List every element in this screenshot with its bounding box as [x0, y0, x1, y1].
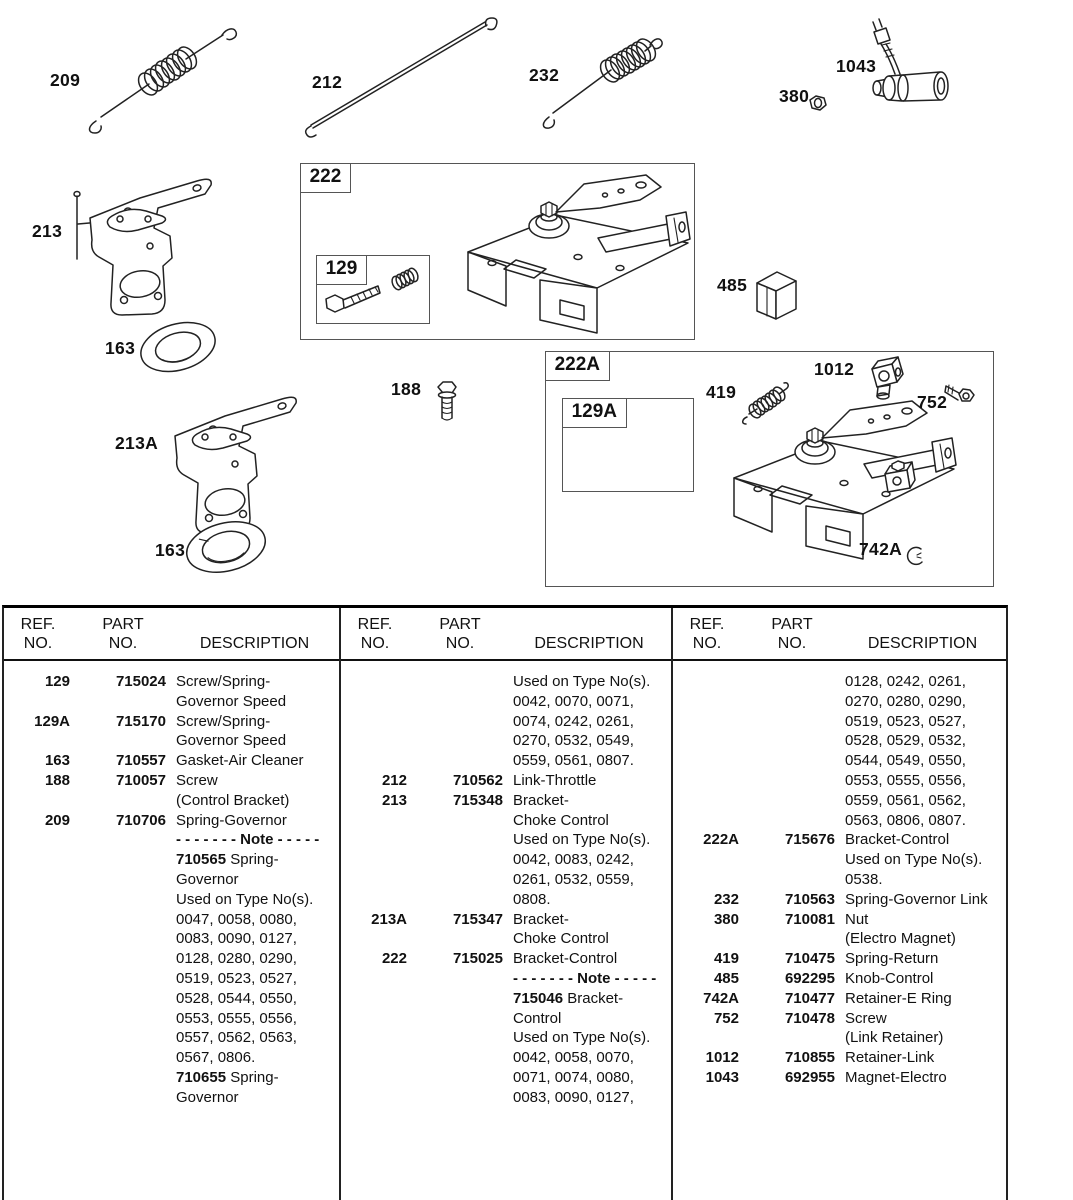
table-header — [4, 608, 339, 661]
parts-row — [675, 969, 1000, 989]
spring-209-drawing — [90, 29, 237, 133]
ref-no-header: REF. NO. — [20, 616, 56, 652]
ref-no: 752 — [713, 1009, 739, 1027]
description: Knob-Control — [845, 969, 934, 987]
group-box-129A — [562, 398, 694, 492]
part-no: 715676 — [784, 831, 835, 849]
part-no-header: PART NO. — [771, 616, 813, 652]
group-box-129-label: 129 — [316, 255, 368, 285]
knob-485-drawing — [757, 272, 796, 319]
ref-no: 1043 — [705, 1068, 739, 1086]
part-no: 715348 — [452, 791, 503, 809]
parts-row — [675, 1009, 1000, 1049]
description: Nut (Electro Magnet) — [845, 910, 956, 948]
callout-419: 419 — [706, 382, 737, 402]
part-no: 710706 — [115, 811, 166, 829]
description: Spring-Governor - - - - - - - Note - - - - - 710565 Spring- Governor Used on Type No(s). 0047, 0058, 0080, 0083, 0090, 0127, 0128, 0280, 0290, 0519, 0523, 0527, 0528, 0544, 0550, 0553, 0555, 0556, 0557, 0562, 0563, 0567, 0806. 710655 Spring- Governor — [176, 811, 320, 1106]
part-no-header: PART NO. — [102, 616, 144, 652]
callout-213: 213 — [32, 221, 63, 241]
part-no: 710855 — [784, 1049, 835, 1067]
description: Screw/Spring- Governor Speed — [176, 712, 287, 750]
ref-no: 485 — [713, 969, 739, 987]
ref-no — [675, 672, 739, 830]
description: Link-Throttle — [513, 771, 597, 789]
parts-table — [2, 605, 1008, 1200]
parts-table-body-1 — [4, 661, 339, 1108]
part-no: 715347 — [452, 910, 503, 928]
parts-table-column-3 — [673, 608, 1006, 1200]
part-no: 692955 — [784, 1068, 835, 1086]
callout-1043: 1043 — [836, 56, 877, 76]
callout-742A: 742A — [859, 539, 903, 559]
description: Magnet-Electro — [845, 1068, 947, 1086]
part-no-header: PART NO. — [439, 616, 481, 652]
parts-table-body-3 — [673, 661, 1006, 1088]
screw-188-drawing — [438, 382, 456, 420]
callout-188: 188 — [391, 379, 422, 399]
parts-row — [6, 712, 333, 752]
description: Retainer-E Ring — [845, 989, 952, 1007]
callout-163-upper: 163 — [105, 338, 136, 358]
part-no: 692295 — [784, 969, 835, 987]
ref-no — [343, 672, 407, 771]
ref-no: 212 — [381, 771, 407, 789]
gasket-163-upper-drawing — [135, 314, 221, 379]
parts-row — [6, 771, 333, 811]
parts-table-column-1 — [4, 608, 341, 1200]
description: Screw (Control Bracket) — [176, 771, 290, 809]
part-no — [417, 672, 503, 771]
description-header: DESCRIPTION — [867, 635, 978, 652]
nut-380-drawing — [810, 96, 826, 110]
description: Used on Type No(s). 0042, 0070, 0071, 0074, 0242, 0261, 0270, 0532, 0549, 0559, 0561, 0807. — [513, 673, 651, 770]
group-box-222-label: 222 — [300, 163, 352, 193]
part-no: 715170 — [115, 712, 166, 730]
callout-232: 232 — [529, 65, 560, 85]
part-no: 710557 — [115, 752, 166, 770]
parts-row — [675, 672, 1000, 830]
parts-row — [675, 949, 1000, 969]
parts-row — [343, 771, 665, 791]
spring-232-drawing — [543, 36, 662, 129]
part-no: 715025 — [452, 950, 503, 968]
description: Retainer-Link — [845, 1049, 935, 1067]
parts-table-column-2 — [341, 608, 673, 1200]
part-no: 710057 — [115, 771, 166, 789]
parts-row — [675, 989, 1000, 1009]
ref-no-header: REF. NO. — [689, 616, 725, 652]
part-no: 710478 — [784, 1009, 835, 1027]
table-header — [341, 608, 671, 661]
description: Bracket-Control - - - - - - - Note - - - - - 715046 Bracket- Control Used on Type No(s). 0042, 0058, 0070, 0071, 0074, 0080, 0083, 0090, 0127, — [513, 950, 657, 1106]
parts-row — [343, 949, 665, 1107]
ref-no: 213 — [381, 791, 407, 809]
description: Gasket-Air Cleaner — [176, 752, 304, 770]
parts-row — [675, 1068, 1000, 1088]
ref-no: 232 — [713, 890, 739, 908]
callout-212: 212 — [312, 72, 343, 92]
parts-row — [6, 751, 333, 771]
ref-no: 129A — [34, 712, 70, 730]
ref-no: 1012 — [705, 1049, 739, 1067]
callout-485: 485 — [717, 275, 748, 295]
ref-no-header: REF. NO. — [357, 616, 393, 652]
parts-row — [6, 672, 333, 712]
description: Screw/Spring- Governor Speed — [176, 673, 287, 710]
bracket-213A-drawing — [175, 397, 296, 533]
bracket-213-drawing — [74, 179, 211, 315]
description: Spring-Governor Link — [845, 890, 988, 908]
ref-no: 209 — [44, 811, 70, 829]
part-no: 710081 — [784, 910, 835, 928]
ref-no: 222 — [381, 950, 407, 968]
gasket-163-lower-drawing — [181, 514, 270, 580]
electro-magnet-1043-drawing — [873, 19, 948, 101]
ref-no: 742A — [703, 989, 739, 1007]
parts-row — [343, 791, 665, 910]
part-no: 710563 — [784, 890, 835, 908]
callout-163-lower: 163 — [155, 540, 186, 560]
callout-1012: 1012 — [814, 359, 855, 379]
part-no: 710477 — [784, 989, 835, 1007]
description: 0128, 0242, 0261, 0270, 0280, 0290, 0519, 0523, 0527, 0528, 0529, 0532, 0544, 0549, 0550, 0553, 0555, 0556, 0559, 0561, 0562, 0563, 0806, 0807. — [845, 673, 966, 829]
description: Bracket-Control Used on Type No(s). 0538. — [845, 831, 983, 888]
description-header: DESCRIPTION — [534, 635, 644, 652]
callout-380: 380 — [779, 86, 810, 106]
description-header: DESCRIPTION — [199, 635, 310, 652]
description: Screw (Link Retainer) — [845, 1009, 944, 1047]
parts-row — [675, 890, 1000, 910]
callout-752: 752 — [917, 392, 948, 412]
parts-row — [343, 672, 665, 771]
description: Spring-Return — [845, 950, 939, 968]
part-no: 710562 — [452, 771, 503, 789]
ref-no: 129 — [44, 673, 70, 690]
part-no: 710475 — [784, 950, 835, 968]
parts-row — [675, 830, 1000, 889]
ref-no: 380 — [713, 910, 739, 928]
description: Bracket- Choke Control Used on Type No(s). 0042, 0083, 0242, 0261, 0532, 0559, 0808. — [513, 791, 651, 908]
part-no: 715024 — [115, 673, 166, 690]
parts-row — [675, 910, 1000, 950]
ref-no: 222A — [703, 831, 739, 849]
description: Bracket- Choke Control — [513, 910, 609, 948]
callout-213A: 213A — [115, 433, 159, 453]
parts-table-body-2 — [341, 661, 671, 1108]
ref-no: 163 — [44, 752, 70, 770]
group-box-129 — [316, 255, 430, 324]
table-header — [673, 608, 1006, 661]
part-no — [749, 672, 835, 830]
callout-209: 209 — [50, 70, 81, 90]
parts-row — [343, 910, 665, 950]
ref-no: 419 — [713, 950, 739, 968]
group-box-129A-label: 129A — [562, 398, 627, 428]
parts-row — [6, 811, 333, 1108]
parts-row — [675, 1048, 1000, 1068]
ref-no: 213A — [371, 910, 407, 928]
ref-no: 188 — [44, 771, 70, 789]
group-box-222A-label: 222A — [545, 351, 610, 381]
